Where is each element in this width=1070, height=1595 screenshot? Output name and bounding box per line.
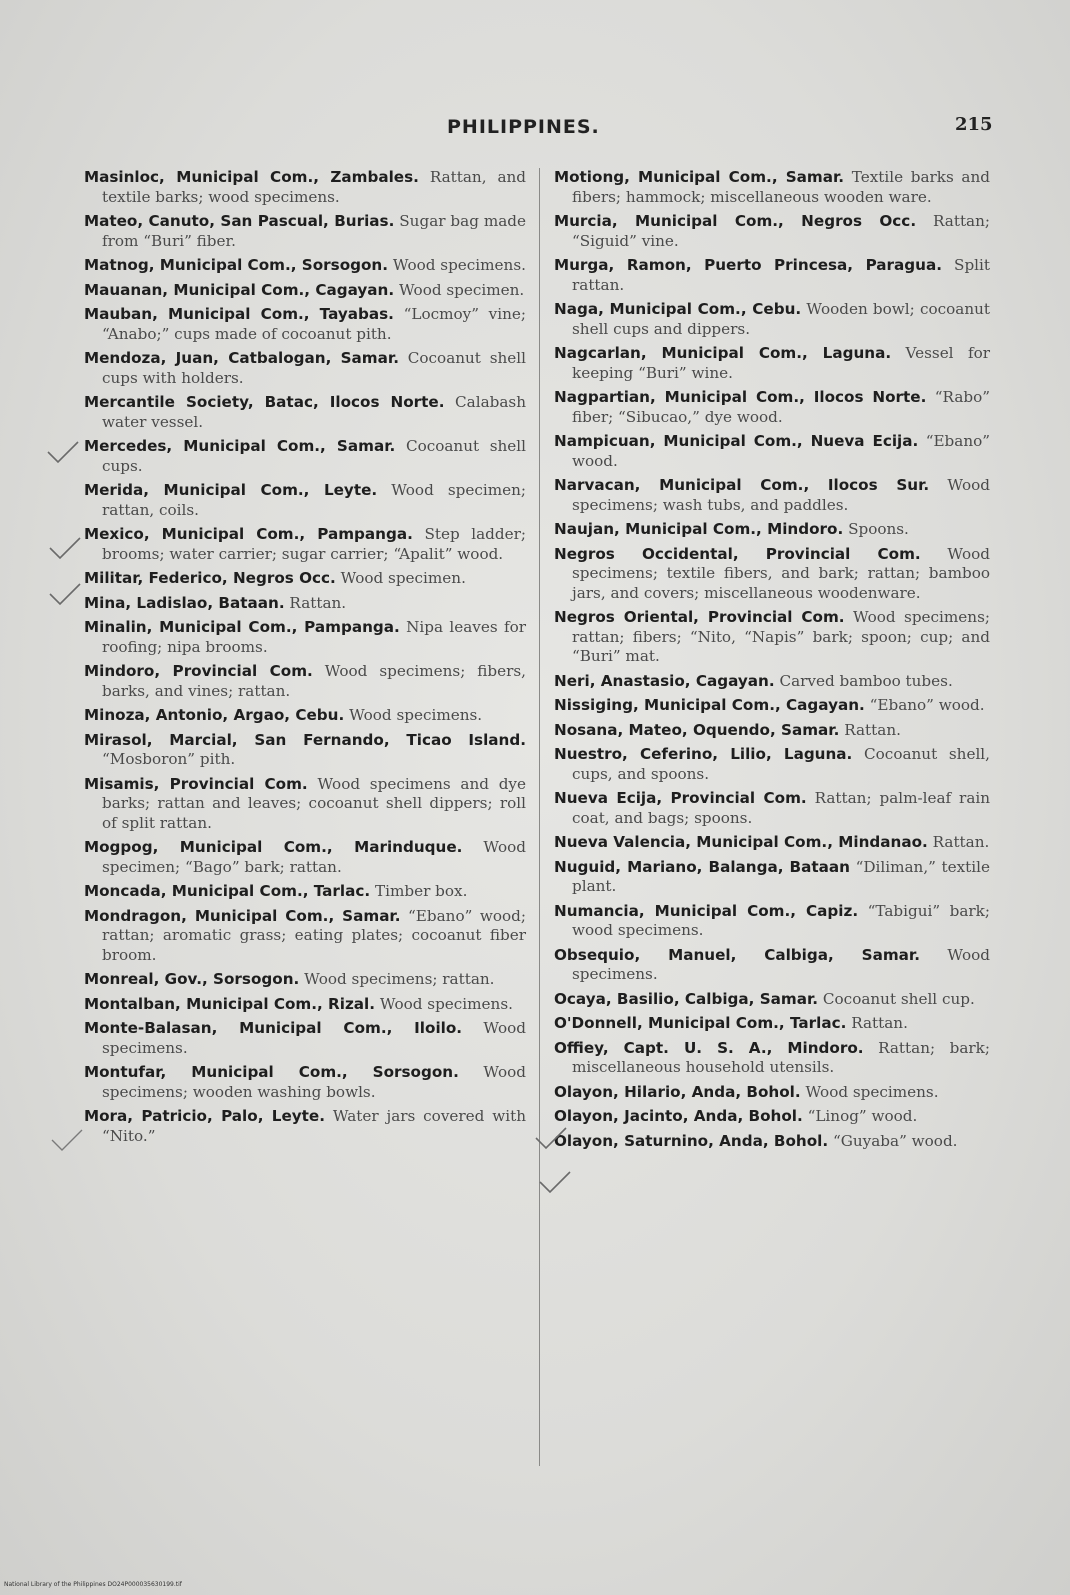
index-entry — [84, 393, 526, 432]
entry-heading: Merida, Municipal Com., Leyte. — [84, 481, 378, 499]
entry-description: “Linog” wood. — [807, 1107, 918, 1125]
entry-description: Wood specimens; rattan. — [304, 970, 495, 988]
entry-heading: Mauanan, Municipal Com., Cagayan. — [84, 280, 395, 299]
index-entry — [84, 481, 526, 520]
entry-description: Rattan. — [932, 833, 990, 851]
entry-description: “Mosboron” pith. — [102, 750, 236, 768]
entry-description: Wood specimens; rattan; fibers; “Nito, “Napis” bark; spoon; cup; and “Buri” mat. — [572, 608, 990, 665]
entry-heading: Nampicuan, Municipal Com., Nueva Ecija. — [554, 432, 919, 450]
index-entry — [84, 907, 526, 966]
index-entry — [84, 995, 526, 1015]
entry-description: Vessel for keeping “Buri” wine. — [572, 344, 990, 382]
index-entry — [554, 1132, 990, 1152]
entry-heading: O'Donnell, Municipal Com., Tarlac. — [554, 1014, 847, 1032]
entry-description: Sugar bag made from “Buri” fiber. — [102, 212, 527, 250]
index-entry — [84, 525, 526, 564]
entry-description: Timber box. — [374, 882, 468, 900]
entry-description: Cocoanut shell cups with holders. — [102, 349, 527, 387]
index-entry — [554, 432, 990, 471]
entry-description: Wood specimens. — [102, 1019, 526, 1057]
column-divider — [539, 168, 540, 1466]
index-entry — [554, 946, 990, 985]
entry-heading: Olayon, Saturnino, Anda, Bohol. — [554, 1131, 829, 1150]
entry-heading: Obsequio, Manuel, Calbiga, Samar. — [554, 945, 920, 964]
page-number: 215 — [955, 114, 993, 135]
pencil-check-mark-icon — [50, 1126, 84, 1156]
index-entry — [84, 662, 526, 701]
index-entry — [84, 731, 526, 770]
pencil-check-mark-icon — [538, 1168, 572, 1198]
entry-heading: Mora, Patricio, Palo, Leyte. — [84, 1107, 326, 1125]
entry-description: Wood specimens; wash tubs, and paddles. — [572, 476, 990, 514]
entry-heading: Mexico, Municipal Com., Pampanga. — [84, 525, 413, 543]
entry-heading: Nagcarlan, Municipal Com., Laguna. — [554, 344, 892, 362]
index-entry — [554, 300, 990, 339]
entry-description: Wood specimens; fibers, barks, and vines; rattan. — [102, 662, 526, 700]
index-entry — [84, 1107, 526, 1146]
index-entry — [84, 1019, 526, 1058]
entry-heading: Murga, Ramon, Puerto Princesa, Paragua. — [554, 256, 942, 274]
index-entry — [84, 882, 526, 902]
index-entry — [554, 1039, 990, 1078]
entry-heading: Numancia, Municipal Com., Capiz. — [554, 901, 859, 920]
entry-description: Cocoanut shell cup. — [822, 989, 975, 1008]
entry-heading: Nagpartian, Municipal Com., Ilocos Norte. — [554, 388, 927, 406]
index-entry — [554, 902, 990, 941]
entry-description: “Tabigui” bark; wood specimens. — [572, 901, 990, 939]
entry-heading: Monreal, Gov., Sorsogon. — [84, 970, 300, 988]
entry-description: Rattan. — [851, 1014, 908, 1032]
entry-description: Rattan. — [289, 593, 347, 612]
entry-heading: Nueva Valencia, Municipal Com., Mindanao. — [554, 833, 928, 851]
index-entry — [554, 476, 990, 515]
index-entry — [84, 437, 526, 476]
entry-heading: Ocaya, Basilio, Calbiga, Samar. — [554, 989, 819, 1008]
index-entry — [84, 706, 526, 726]
index-entry — [554, 990, 990, 1010]
index-entry — [84, 775, 526, 834]
entry-heading: Militar, Federico, Negros Occ. — [84, 569, 336, 587]
entry-description: “Ebano” wood; rattan; aromatic grass; eating plates; cocoanut fiber broom. — [102, 906, 526, 964]
entry-heading: Mondragon, Municipal Com., Samar. — [84, 906, 401, 925]
entry-heading: Nuguid, Mariano, Balanga, Bataan — [554, 857, 850, 876]
index-entry — [554, 1107, 990, 1127]
left-column — [84, 168, 526, 1151]
entry-description: “Ebano” wood. — [572, 432, 991, 470]
entry-description: Wood specimen; “Bago” bark; rattan. — [102, 838, 526, 876]
index-entry — [554, 721, 990, 741]
entry-description: Split rattan. — [572, 256, 990, 294]
entry-heading: Mirasol, Marcial, San Fernando, Ticao Island. — [84, 730, 526, 749]
entry-heading: Neri, Anastasio, Cagayan. — [554, 671, 775, 690]
entry-heading: Mauban, Municipal Com., Tayabas. — [84, 305, 394, 323]
entry-description: Wood specimen. — [398, 280, 525, 299]
index-entry — [84, 970, 526, 990]
entry-heading: Mendoza, Juan, Catbalogan, Samar. — [84, 349, 399, 367]
running-head — [0, 112, 1070, 142]
index-entry — [554, 168, 990, 207]
entry-description: Nipa leaves for roofing; nipa brooms. — [102, 618, 527, 656]
index-entry — [554, 833, 990, 853]
entry-description: Wood specimens; wooden washing bowls. — [102, 1063, 526, 1101]
entry-heading: Mercedes, Municipal Com., Samar. — [84, 437, 396, 455]
entry-heading: Misamis, Provincial Com. — [84, 774, 308, 793]
index-entry — [84, 569, 526, 589]
index-entry — [84, 256, 526, 276]
entry-heading: Moncada, Municipal Com., Tarlac. — [84, 882, 371, 900]
entry-heading: Nosana, Mateo, Oquendo, Samar. — [554, 720, 840, 739]
entry-heading: Negros Oriental, Provincial Com. — [554, 608, 845, 626]
entry-description: Rattan, and textile barks; wood specimens. — [102, 168, 527, 206]
entry-heading: Offiey, Capt. U. S. A., Mindoro. — [554, 1038, 864, 1057]
entry-description: Wood specimen; rattan, coils. — [102, 481, 526, 519]
index-entry — [554, 388, 990, 427]
entry-heading: Naujan, Municipal Com., Mindoro. — [554, 520, 844, 538]
entry-description: Wood specimen. — [340, 569, 466, 587]
entry-heading: Mogpog, Municipal Com., Marinduque. — [84, 838, 463, 856]
entry-heading: Monte-Balasan, Municipal Com., Iloilo. — [84, 1019, 463, 1037]
index-entry — [84, 838, 526, 877]
entry-description: “Diliman,” textile plant. — [572, 857, 990, 895]
entry-heading: Motiong, Municipal Com., Samar. — [554, 168, 845, 186]
footer-credit: National Library of the Philippines DO24P000035630199.tif — [4, 1581, 182, 1588]
entry-heading: Negros Occidental, Provincial Com. — [554, 544, 921, 563]
right-column — [554, 168, 990, 1156]
entry-description: “Guyaba” wood. — [832, 1131, 958, 1150]
entry-heading: Mina, Ladislao, Bataan. — [84, 593, 285, 612]
index-entry — [84, 305, 526, 344]
index-entry — [554, 672, 990, 692]
index-entry — [554, 520, 990, 540]
entry-heading: Minoza, Antonio, Argao, Cebu. — [84, 706, 345, 724]
index-entry — [84, 618, 526, 657]
pencil-check-mark-icon — [48, 580, 82, 610]
entry-description: Wood specimens. — [392, 256, 526, 274]
index-entry — [554, 256, 990, 295]
entry-description: Step ladder; brooms; water carrier; sugar carrier; “Apalit” wood. — [102, 525, 526, 563]
entry-description: Rattan; “Siguid” vine. — [572, 212, 991, 250]
index-entry — [84, 168, 526, 207]
entry-description: Rattan; bark; miscellaneous household utensils. — [572, 1038, 991, 1076]
entry-heading: Montalban, Municipal Com., Rizal. — [84, 994, 376, 1013]
entry-description: Cocoanut shell cups. — [102, 437, 527, 475]
entry-heading: Minalin, Municipal Com., Pampanga. — [84, 618, 400, 636]
entry-heading: Matnog, Municipal Com., Sorsogon. — [84, 256, 389, 274]
entry-heading: Nissiging, Municipal Com., Cagayan. — [554, 696, 865, 714]
entry-description: Wooden bowl; cocoanut shell cups and dippers. — [572, 300, 990, 338]
index-entry — [554, 789, 990, 828]
entry-description: “Ebano” wood. — [869, 696, 985, 714]
entry-description: Rattan. — [844, 720, 901, 739]
entry-description: Textile barks and fibers; hammock; miscellaneous wooden ware. — [572, 168, 990, 206]
entry-heading: Montufar, Municipal Com., Sorsogon. — [84, 1063, 459, 1081]
pencil-check-mark-icon — [46, 438, 80, 468]
entry-heading: Narvacan, Municipal Com., Ilocos Sur. — [554, 476, 930, 494]
pencil-check-mark-icon — [48, 534, 82, 564]
entry-description: Wood specimens. — [379, 994, 513, 1013]
index-entry — [554, 858, 990, 897]
index-entry — [84, 349, 526, 388]
entry-heading: Nuestro, Ceferino, Lilio, Laguna. — [554, 745, 853, 763]
entry-heading: Mindoro, Provincial Com. — [84, 662, 313, 680]
index-entry — [554, 545, 990, 604]
index-entry — [554, 1014, 990, 1034]
entry-heading: Olayon, Jacinto, Anda, Bohol. — [554, 1107, 803, 1125]
index-entry — [84, 212, 526, 251]
entry-heading: Naga, Municipal Com., Cebu. — [554, 300, 802, 318]
entry-heading: Mercantile Society, Batac, Ilocos Norte. — [84, 393, 445, 411]
entry-heading: Murcia, Municipal Com., Negros Occ. — [554, 212, 917, 230]
running-title: PHILIPPINES. — [447, 116, 600, 138]
entry-description: Spoons. — [848, 520, 909, 538]
entry-description: Wood specimens and dye barks; rattan and leaves; cocoanut shell dippers; roll of split rattan. — [102, 774, 527, 832]
entry-heading: Olayon, Hilario, Anda, Bohol. — [554, 1082, 801, 1101]
pencil-check-mark-icon — [534, 1124, 568, 1154]
entry-description: “Rabo” fiber; “Sibucao,” dye wood. — [572, 388, 990, 426]
index-entry — [554, 1083, 990, 1103]
entry-description: Wood specimens. — [349, 706, 483, 724]
entry-description: Cocoanut shell, cups, and spoons. — [572, 745, 990, 783]
entry-description: Carved bamboo tubes. — [779, 671, 953, 690]
entry-heading: Nueva Ecija, Provincial Com. — [554, 789, 807, 807]
entry-description: Wood specimens; textile fibers, and bark; rattan; bamboo jars, and covers; miscellaneous woodenware. — [572, 544, 990, 602]
entry-description: “Locmoy” vine; “Anabo;” cups made of cocoanut pith. — [102, 305, 527, 343]
index-entry — [554, 344, 990, 383]
index-entry — [554, 608, 990, 667]
entry-heading: Masinloc, Municipal Com., Zambales. — [84, 168, 419, 186]
entry-heading: Mateo, Canuto, San Pascual, Burias. — [84, 212, 395, 230]
index-entry — [84, 1063, 526, 1102]
entry-description: Wood specimens. — [572, 945, 990, 983]
index-entry — [84, 594, 526, 614]
entry-description: Calabash water vessel. — [102, 393, 526, 431]
index-entry — [84, 281, 526, 301]
index-entry — [554, 696, 990, 716]
entry-description: Wood specimens. — [805, 1082, 939, 1101]
entry-description: Rattan; palm-leaf rain coat, and bags; spoons. — [572, 789, 991, 827]
index-entry — [554, 745, 990, 784]
index-entry — [554, 212, 990, 251]
entry-description: Water jars covered with “Nito.” — [102, 1107, 526, 1145]
